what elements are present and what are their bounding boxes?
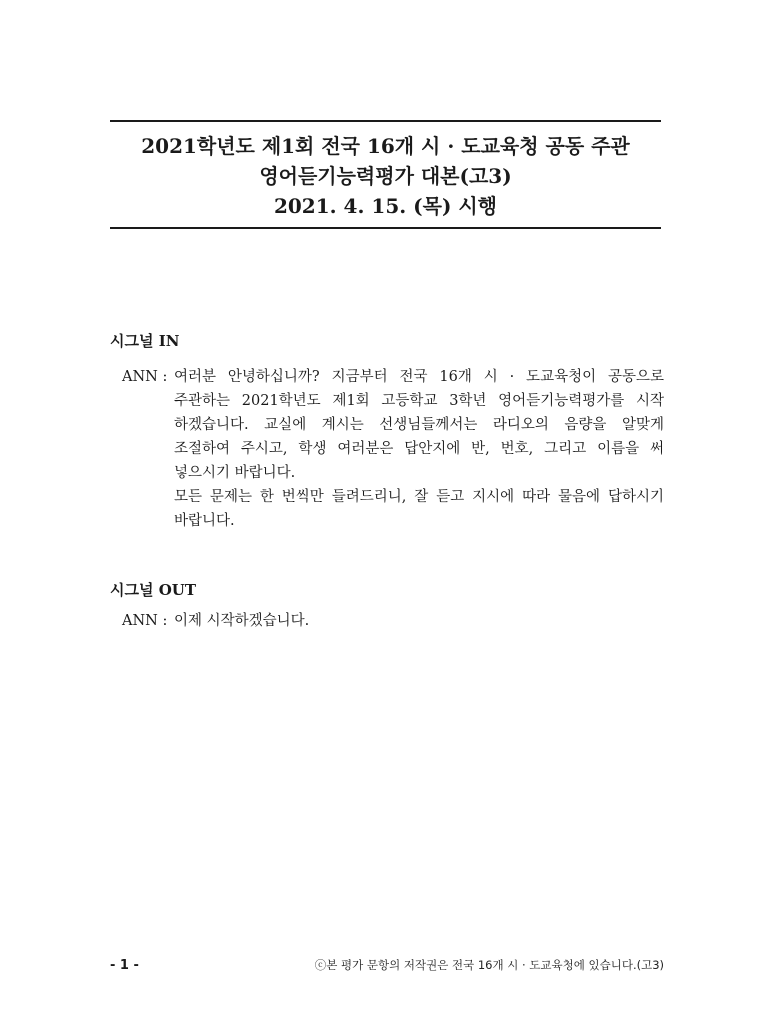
script-line: 이제 시작하겠습니다.: [174, 613, 310, 629]
title-line-3: 2021. 4. 15. (목) 시행: [273, 194, 498, 218]
script-line: 조절하여 주시고, 학생 여러분은 답안지에 반, 번호, 그리고 이름을 써: [174, 441, 664, 457]
top-rule: [110, 120, 661, 122]
copyright-notice: ⓒ본 평가 문항의 저작권은 전국 16개 시 · 도교육청에 있습니다.(고3): [314, 958, 664, 972]
signal-in-heading: 시그널 IN: [110, 332, 180, 350]
signal-in-script: [174, 365, 664, 533]
page-number: - 1 -: [110, 958, 139, 973]
signal-out-script: [174, 609, 664, 633]
title-line-1: 2021학년도 제1회 전국 16개 시 · 도교육청 공동 주관: [141, 134, 630, 158]
script-line: 모든 문제는 한 번씩만 들려드리니, 잘 듣고 지시에 따라 물음에 답하시기: [174, 489, 664, 505]
script-line: 넣으시기 바랍니다.: [174, 465, 296, 481]
signal-out-heading: 시그널 OUT: [110, 581, 197, 599]
script-line: 바랍니다.: [174, 513, 235, 529]
script-line: 하겠습니다. 교실에 계시는 선생님들께서는 라디오의 음량을 알맞게: [174, 417, 664, 433]
script-line: 여러분 안녕하십니까? 지금부터 전국 16개 시 · 도교육청이 공동으로: [174, 369, 664, 385]
title-line-2: 영어듣기능력평가 대본(고3): [259, 164, 512, 188]
document-title: [110, 131, 661, 221]
speaker-label: ANN :: [122, 613, 168, 629]
script-line: 주관하는 2021학년도 제1회 고등학교 3학년 영어듣기능력평가를 시작: [174, 393, 664, 409]
bottom-rule: [110, 227, 661, 229]
speaker-label: ANN :: [122, 369, 168, 385]
